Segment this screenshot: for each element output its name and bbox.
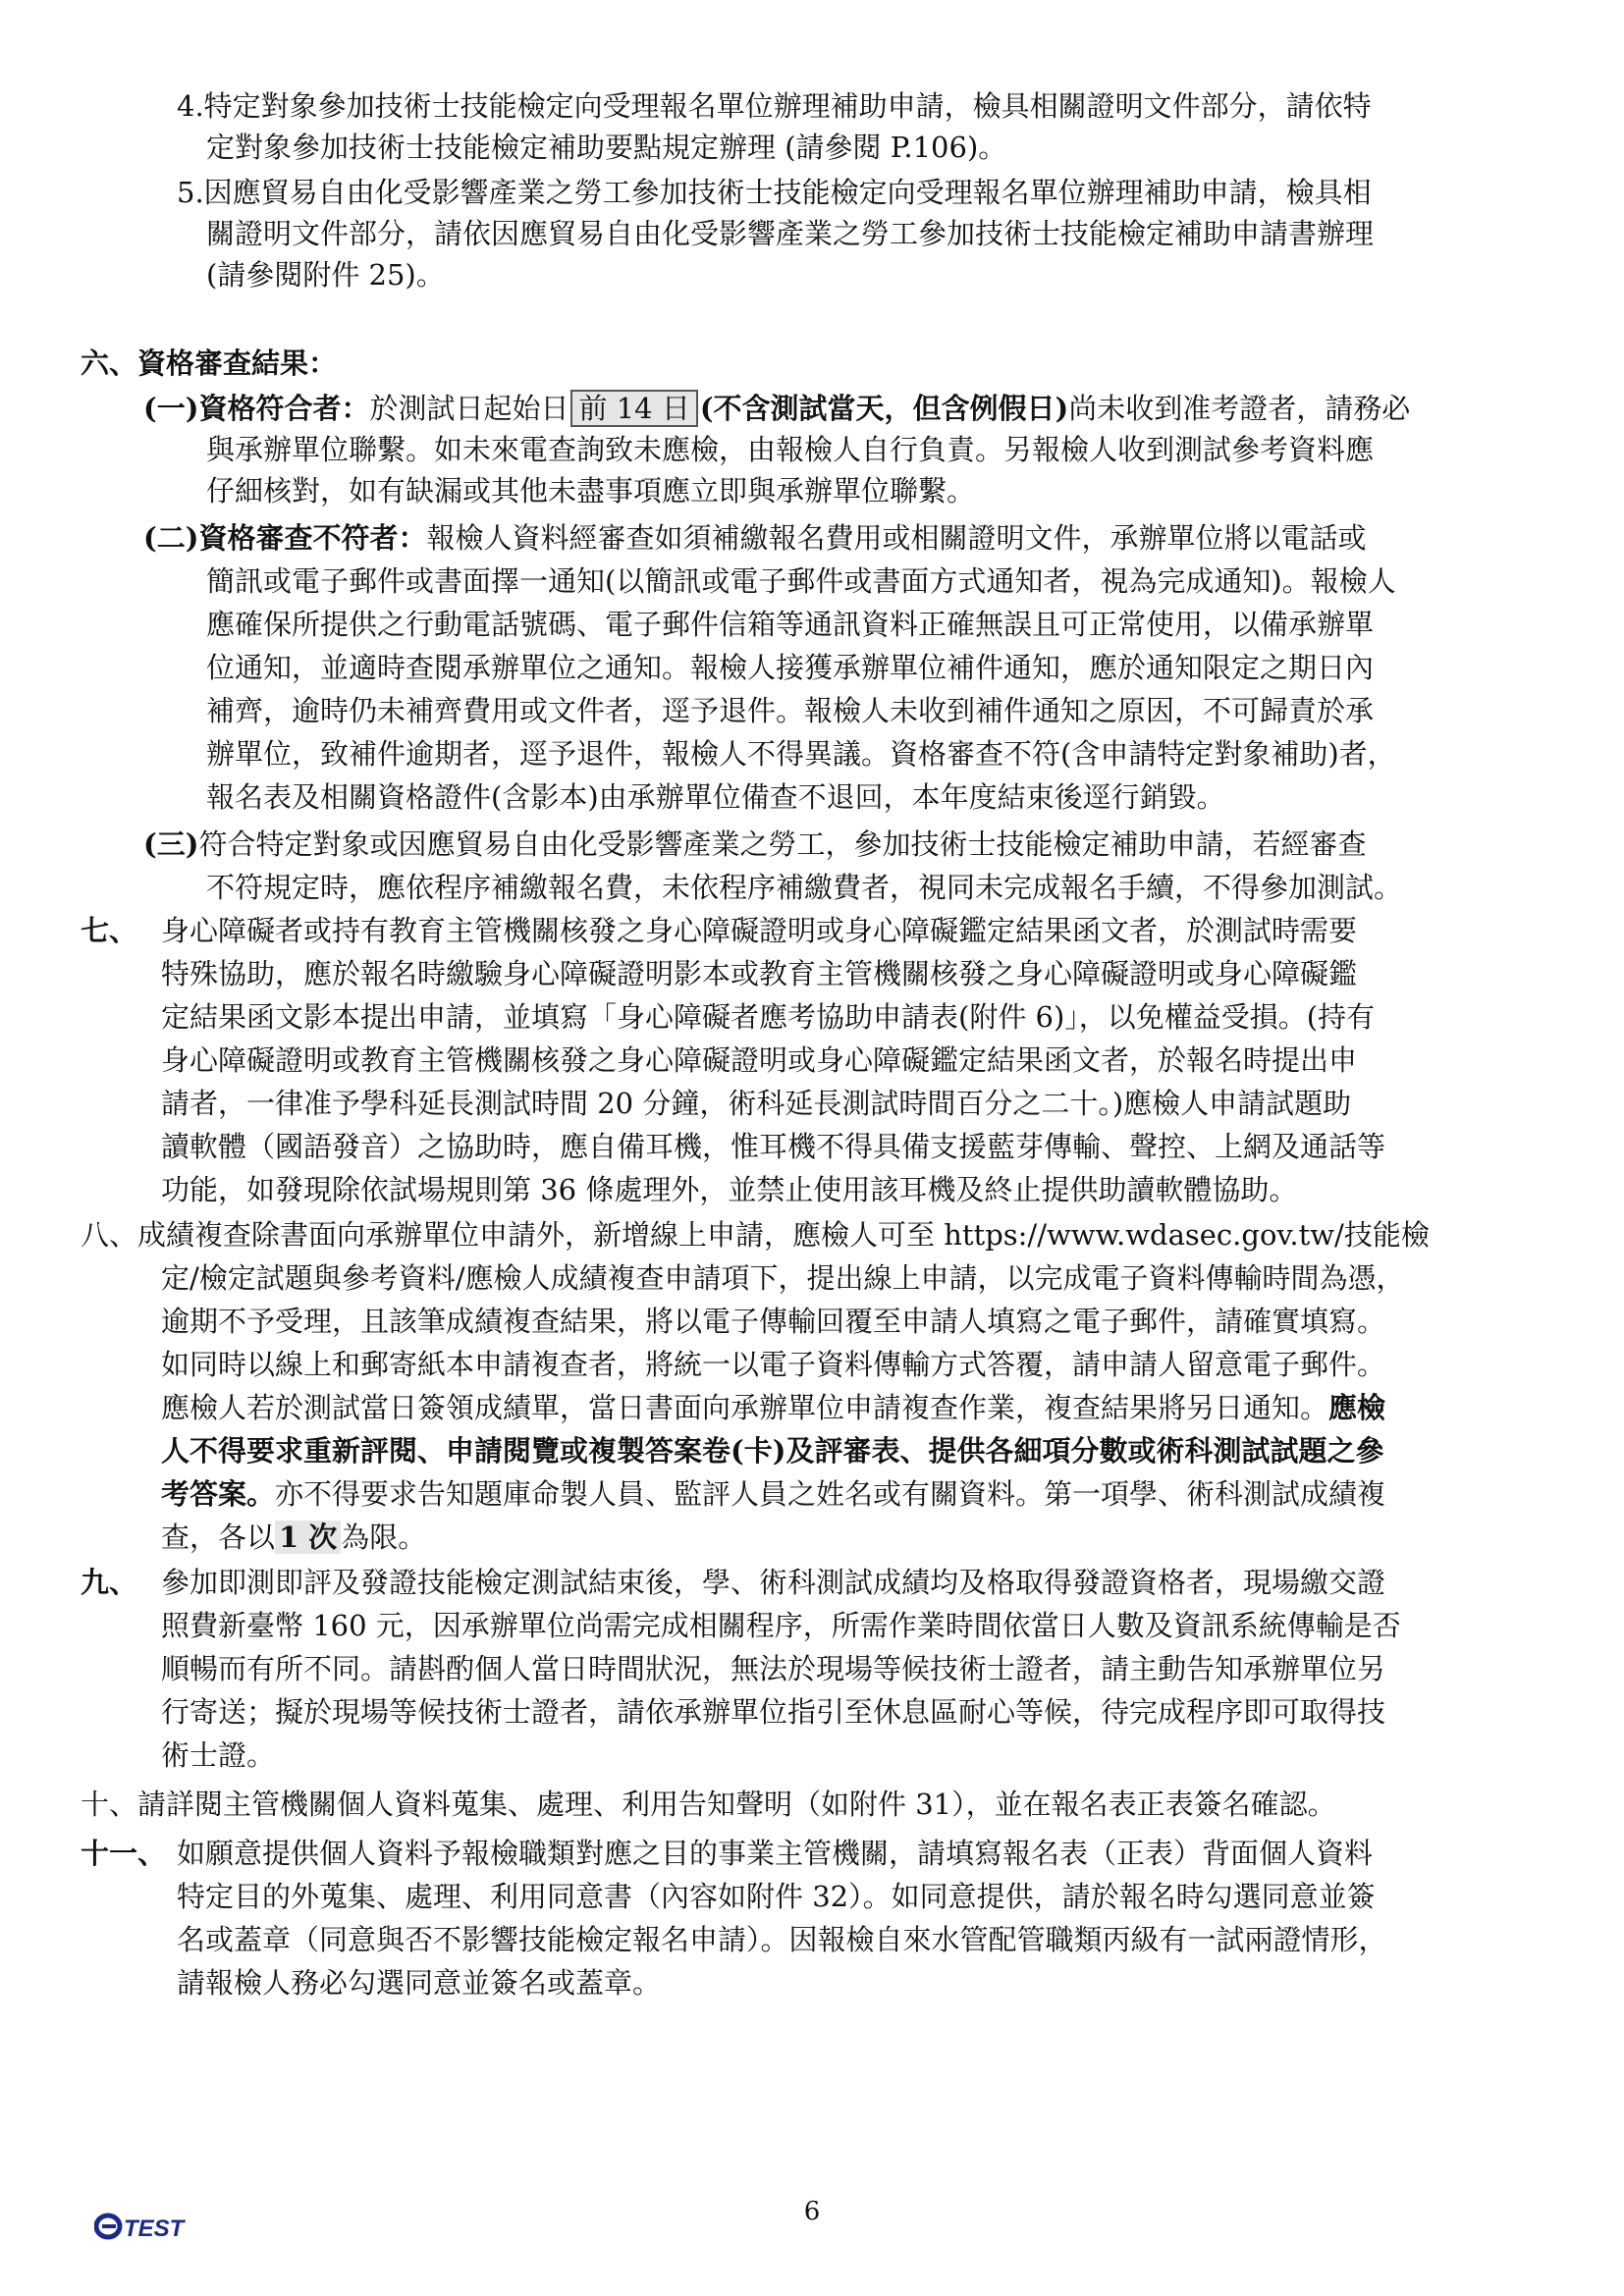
text-line: 5.因應貿易自由化受影響產業之勞工參加技術士技能檢定向受理報名單位辦理補助申請，檢具相: [177, 176, 1372, 209]
section-marker: 十一、: [81, 1837, 167, 1870]
text-run: 應檢人若於測試當日簽領成績單，當日書面向承辦單位申請複查作業，複查結果將另日通知。: [161, 1391, 1329, 1424]
text-line: 參加即測即評及發證技能檢定測試結束後，學、術科測試成績均及格取得發證資格者，現場繳交證: [161, 1566, 1386, 1599]
text-line: 簡訊或電子郵件或書面擇一通知(以簡訊或電子郵件或書面方式通知者，視為完成通知)。報檢人: [206, 564, 1396, 598]
subitem-title: 資格符合者：: [198, 392, 370, 425]
text-line: 應確保所提供之行動電話號碼、電子郵件信箱等通訊資料正確無誤且可正常使用，以備承辦單: [206, 608, 1375, 641]
text-run: 查，各以: [161, 1521, 276, 1554]
svg-text:TEST: TEST: [124, 2216, 185, 2242]
section-marker: 七、: [81, 914, 138, 947]
subitem-marker: (二): [143, 521, 199, 555]
text-line: [143, 389, 1410, 428]
text-run: 於測試日起始日: [369, 392, 569, 425]
text-line: 術士證。: [161, 1738, 276, 1772]
text-line: 照費新臺幣 160 元，因承辦單位尚需完成相關程序，所需作業時間依當日人數及資訊系統傳輸是否: [161, 1609, 1401, 1642]
text-line: 請者，一律准予學科延長測試時間 20 分鐘，術科延長測試時間百分之二十。)應檢人申請試題助: [161, 1087, 1352, 1120]
text-line: 位通知，並適時查閱承辦單位之通知。報檢人接獲承辦單位補件通知，應於通知限定之期日內: [206, 651, 1375, 684]
text-line: 仔細核對，如有缺漏或其他未盡事項應立即與承辦單位聯繫。: [206, 474, 976, 507]
text-line: 與承辦單位聯繫。如未來電查詢致未應檢，由報檢人自行負責。另報檢人收到測試參考資料應: [206, 433, 1375, 466]
subitem-marker: (三): [143, 828, 199, 861]
text-run: 尚未收到准考證者，請務必: [1068, 392, 1411, 425]
text-line: [161, 1518, 426, 1557]
text-line: [143, 825, 1366, 864]
text-run: 報檢人資料經審查如須補繳報名費用或相關證明文件，承辦單位將以電話或: [426, 521, 1367, 555]
text-line: 特定目的外蒐集、處理、利用同意書（內容如附件 32）。如同意提供，請於報名時勾選同意並簽: [177, 1880, 1376, 1913]
text-line: 讀軟體（國語發音）之協助時，應自備耳機，惟耳機不得具備支援藍芽傳輸、聲控、上網及通話等: [161, 1130, 1386, 1163]
subitem-title: 資格審查不符者：: [198, 521, 427, 555]
text-line: 人不得要求重新評閱、申請閱覽或複製答案卷(卡)及評審表、提供各細項分數或術科測試試題之參: [161, 1434, 1384, 1468]
section-marker: 九、: [81, 1566, 138, 1599]
text-line: 身心障礙證明或教育主管機關核發之身心障礙證明或身心障礙鑑定結果函文者，於報名時提出申: [161, 1043, 1358, 1077]
bold-run: 應檢: [1328, 1391, 1386, 1424]
text-line: 定對象參加技術士技能檢定補助要點規定辦理 (請參閱 P.106)。: [206, 131, 1007, 164]
section-heading: 六、資格審查結果：: [81, 347, 338, 380]
bold-run: (不含測試當天，但含例假日): [699, 392, 1069, 425]
text-line: 行寄送；擬於現場等候技術士證者，請依承辦單位指引至休息區耐心等候，待完成程序即可取得技: [161, 1695, 1386, 1729]
text-line: 定結果函文影本提出申請，並填寫「身心障礙者應考協助申請表(附件 6)」，以免權益受損。(持有: [161, 1000, 1376, 1034]
text-line: 順暢而有所不同。請斟酌個人當日時間狀況，無法於現場等候技術士證者，請主動告知承辦單位另: [161, 1652, 1386, 1685]
text-line: [143, 518, 1366, 558]
text-line: 功能，如發現除依試場規則第 36 條處理外，並禁止使用該耳機及終止提供助讀軟體協助。: [161, 1173, 1298, 1206]
text-line: [161, 1474, 1385, 1514]
text-line: 如同時以線上和郵寄紙本申請複查者，將統一以電子資料傳輸方式答覆，請申請人留意電子郵件。: [161, 1348, 1386, 1381]
text-line: 名或蓋章（同意與否不影響技能檢定報名申請）。因報檢自來水管配管職類丙級有一試兩證情形，: [177, 1923, 1387, 1956]
text-line: 身心障礙者或持有教育主管機關核發之身心障礙證明或身心障礙鑑定結果函文者，於測試時需要: [161, 914, 1358, 947]
text-line: (請參閱附件 25)。: [206, 258, 445, 292]
highlight-box: 前 14 日: [570, 390, 697, 427]
text-line: 如願意提供個人資料予報檢職類對應之目的事業主管機關，請填寫報名表（正表）背面個人資料: [177, 1837, 1374, 1870]
text-run: 符合特定對象或因應貿易自由化受影響產業之勞工，參加技術士技能檢定補助申請，若經審查: [198, 828, 1367, 861]
subitem-marker: (一): [143, 392, 199, 425]
text-run: 為限。: [341, 1521, 427, 1554]
text-line: 特殊協助，應於報名時繳驗身心障礙證明影本或教育主管機關核發之身心障礙證明或身心障礙鑑: [161, 957, 1358, 990]
highlight-run: 1 次: [275, 1521, 341, 1554]
text-line: 八、成績複查除書面向承辦單位申請外，新增線上申請，應檢人可至 https://www.wdasec.gov.tw/技能檢: [81, 1218, 1430, 1252]
page-number: 6: [803, 2197, 821, 2226]
text-line: 報名表及相關資格證件(含影本)由承辦單位備查不退回，本年度結束後逕行銷毀。: [206, 780, 1225, 814]
text-line: 4.特定對象參加技術士技能檢定向受理報名單位辦理補助申請，檢具相關證明文件部分，請依特: [177, 89, 1372, 123]
text-line: 十、請詳閱主管機關個人資料蒐集、處理、利用告知聲明（如附件 31），並在報名表正表簽名確認。: [81, 1788, 1336, 1821]
text-line: 關證明文件部分，請依因應貿易自由化受影響產業之勞工參加技術士技能檢定補助申請書辦理: [206, 217, 1375, 250]
text-line: [161, 1388, 1385, 1427]
text-line: 請報檢人務必勾選同意並簽名或蓋章。: [177, 1966, 662, 2000]
text-line: 補齊，逾時仍未補齊費用或文件者，逕予退件。報檢人未收到補件通知之原因，不可歸責於承: [206, 694, 1375, 727]
text-line: 定/檢定試題與參考資料/應檢人成績複查申請項下，提出線上申請，以完成電子資料傳輸時間為憑，: [161, 1261, 1405, 1295]
bold-run: 考答案。: [161, 1477, 276, 1511]
text-run: 亦不得要求告知題庫命製人員、監評人員之姓名或有關資料。第一項學、術科測試成績複: [275, 1477, 1386, 1511]
text-line: 逾期不予受理，且該筆成績複查結果，將以電子傳輸回覆至申請人填寫之電子郵件，請確實填寫。: [161, 1305, 1386, 1338]
text-line: 不符規定時，應依程序補繳報名費，未依程序補繳費者，視同未完成報名手續，不得參加測試。: [206, 871, 1403, 904]
text-line: 辦單位，致補件逾期者，逕予退件，報檢人不得異議。資格審查不符(含申請特定對象補助)者，: [206, 737, 1396, 771]
